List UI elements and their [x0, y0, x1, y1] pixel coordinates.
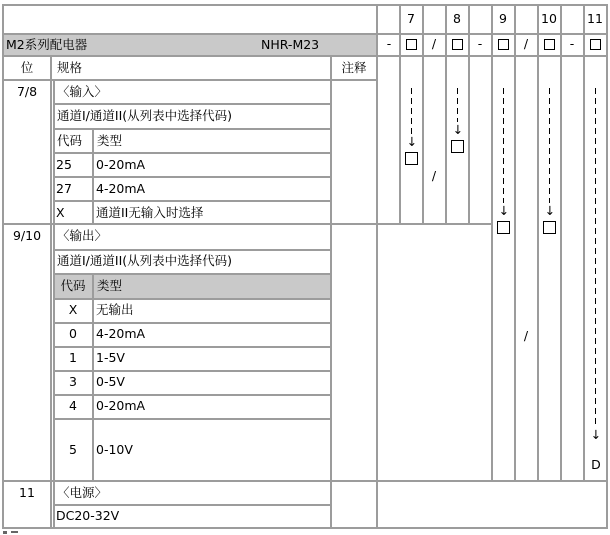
code-cell: 0 [69, 326, 77, 341]
grid-line [2, 527, 608, 529]
code-cell: 1 [69, 350, 77, 365]
section-subtitle: 通道I/通道II(从列表中选择代码) [57, 108, 233, 123]
col-header-spec: 规格 [57, 60, 83, 75]
leader-dashed-line-9 [503, 88, 504, 203]
grid-line [2, 55, 608, 57]
power-code-letter: D [591, 457, 601, 472]
code-cell: X [56, 205, 65, 220]
grid-line [92, 273, 94, 480]
power-value: DC20-32V [56, 508, 120, 523]
grid-line [445, 4, 447, 223]
separator-dash: - [386, 36, 392, 51]
arrow-down-icon: ↓ [590, 427, 602, 442]
section-bit-label: 11 [19, 485, 35, 500]
leader-dashed-line-10 [549, 88, 550, 203]
code-cell: X [68, 302, 78, 317]
grid-line [2, 223, 493, 225]
position-number-8: 8 [453, 11, 461, 26]
separator-dash: - [477, 36, 483, 51]
type-column-header: 类型 [97, 278, 123, 293]
grid-line [53, 298, 332, 300]
section-title: 〈输入〉 [57, 84, 108, 99]
type-cell: 0-5V [96, 374, 125, 389]
grid-line [583, 4, 585, 480]
code-entry-box-8[interactable] [451, 140, 464, 153]
section-title: 〈电源〉 [57, 485, 108, 500]
position-number-9: 9 [499, 11, 507, 26]
code-column-header: 代码 [60, 278, 86, 293]
grid-line [53, 176, 332, 178]
grid-line [399, 4, 401, 223]
code-cell: 3 [69, 374, 77, 389]
cut-off-text-fragment [3, 531, 7, 534]
leader-dashed-line-8 [457, 88, 458, 122]
arrow-down-icon: ↓ [452, 122, 464, 137]
code-cell: 5 [69, 442, 77, 457]
channel-slash: / [523, 328, 529, 343]
grid-line [53, 418, 332, 420]
grid-line [50, 55, 52, 527]
col-header-note: 注释 [341, 60, 367, 75]
grid-line [376, 4, 378, 527]
type-cell: 通道II无输入时选择 [96, 205, 204, 220]
grid-line [468, 4, 470, 223]
grid-line [53, 370, 332, 372]
order-checkbox-pos7[interactable] [406, 39, 417, 50]
arrow-down-icon: ↓ [498, 203, 510, 218]
grid-line [53, 152, 332, 154]
type-cell: 0-20mA [96, 157, 146, 172]
grid-line [53, 128, 332, 130]
channel-slash: / [431, 168, 437, 183]
grid-line [491, 4, 493, 480]
section-title: 〈输出〉 [57, 228, 108, 243]
position-number-10: 10 [541, 11, 557, 26]
grid-line [606, 4, 608, 529]
grid-line [2, 79, 378, 81]
leader-dashed-line-11 [595, 88, 596, 427]
type-cell: 4-20mA [96, 326, 146, 341]
type-cell: 0-10V [96, 442, 133, 457]
grid-line [53, 394, 332, 396]
position-number-11: 11 [587, 11, 603, 26]
order-checkbox-pos10[interactable] [544, 39, 555, 50]
arrow-down-icon: ↓ [406, 134, 418, 149]
type-cell: 4-20mA [96, 181, 146, 196]
position-number-7: 7 [407, 11, 415, 26]
grid-line [330, 55, 332, 527]
grid-line [537, 4, 539, 480]
type-column-header: 类型 [97, 133, 123, 148]
order-checkbox-pos9[interactable] [498, 39, 509, 50]
grid-line [53, 273, 332, 275]
order-checkbox-pos8[interactable] [452, 39, 463, 50]
grid-line [53, 103, 332, 105]
type-cell: 无输出 [96, 302, 134, 317]
code-cell: 4 [69, 398, 77, 413]
grid-line [53, 79, 55, 527]
grid-line [92, 128, 94, 223]
grid-line [53, 346, 332, 348]
code-entry-box-9[interactable] [497, 221, 510, 234]
grid-line [422, 4, 424, 223]
arrow-down-icon: ↓ [544, 203, 556, 218]
grid-line [2, 33, 608, 35]
separator-slash: / [431, 36, 437, 51]
col-header-bit: 位 [20, 60, 34, 75]
cut-off-text-fragment [11, 531, 18, 533]
type-cell: 1-5V [96, 350, 125, 365]
code-cell: 27 [56, 181, 72, 196]
grid-line [560, 4, 562, 480]
separator-slash: / [523, 36, 529, 51]
grid-line [53, 249, 332, 251]
product-title: M2系列配电器 [6, 37, 88, 52]
grid-line [2, 4, 608, 6]
order-checkbox-pos11[interactable] [590, 39, 601, 50]
code-cell: 25 [56, 157, 72, 172]
separator-dash: - [569, 36, 575, 51]
section-bit-label: 7/8 [16, 84, 38, 99]
grid-line [53, 322, 332, 324]
type-cell: 0-20mA [96, 398, 146, 413]
section-bit-label: 9/10 [12, 228, 42, 243]
grid-line [514, 4, 516, 480]
leader-dashed-line-7 [411, 88, 412, 134]
code-entry-box-10[interactable] [543, 221, 556, 234]
code-entry-box-7[interactable] [405, 152, 418, 165]
section-subtitle: 通道I/通道II(从列表中选择代码) [57, 253, 233, 268]
code-column-header: 代码 [57, 133, 83, 148]
model-number: NHR-M23 [261, 37, 320, 52]
grid-line [53, 200, 332, 202]
grid-line [2, 480, 608, 482]
grid-line [2, 4, 4, 529]
grid-line [53, 504, 332, 506]
